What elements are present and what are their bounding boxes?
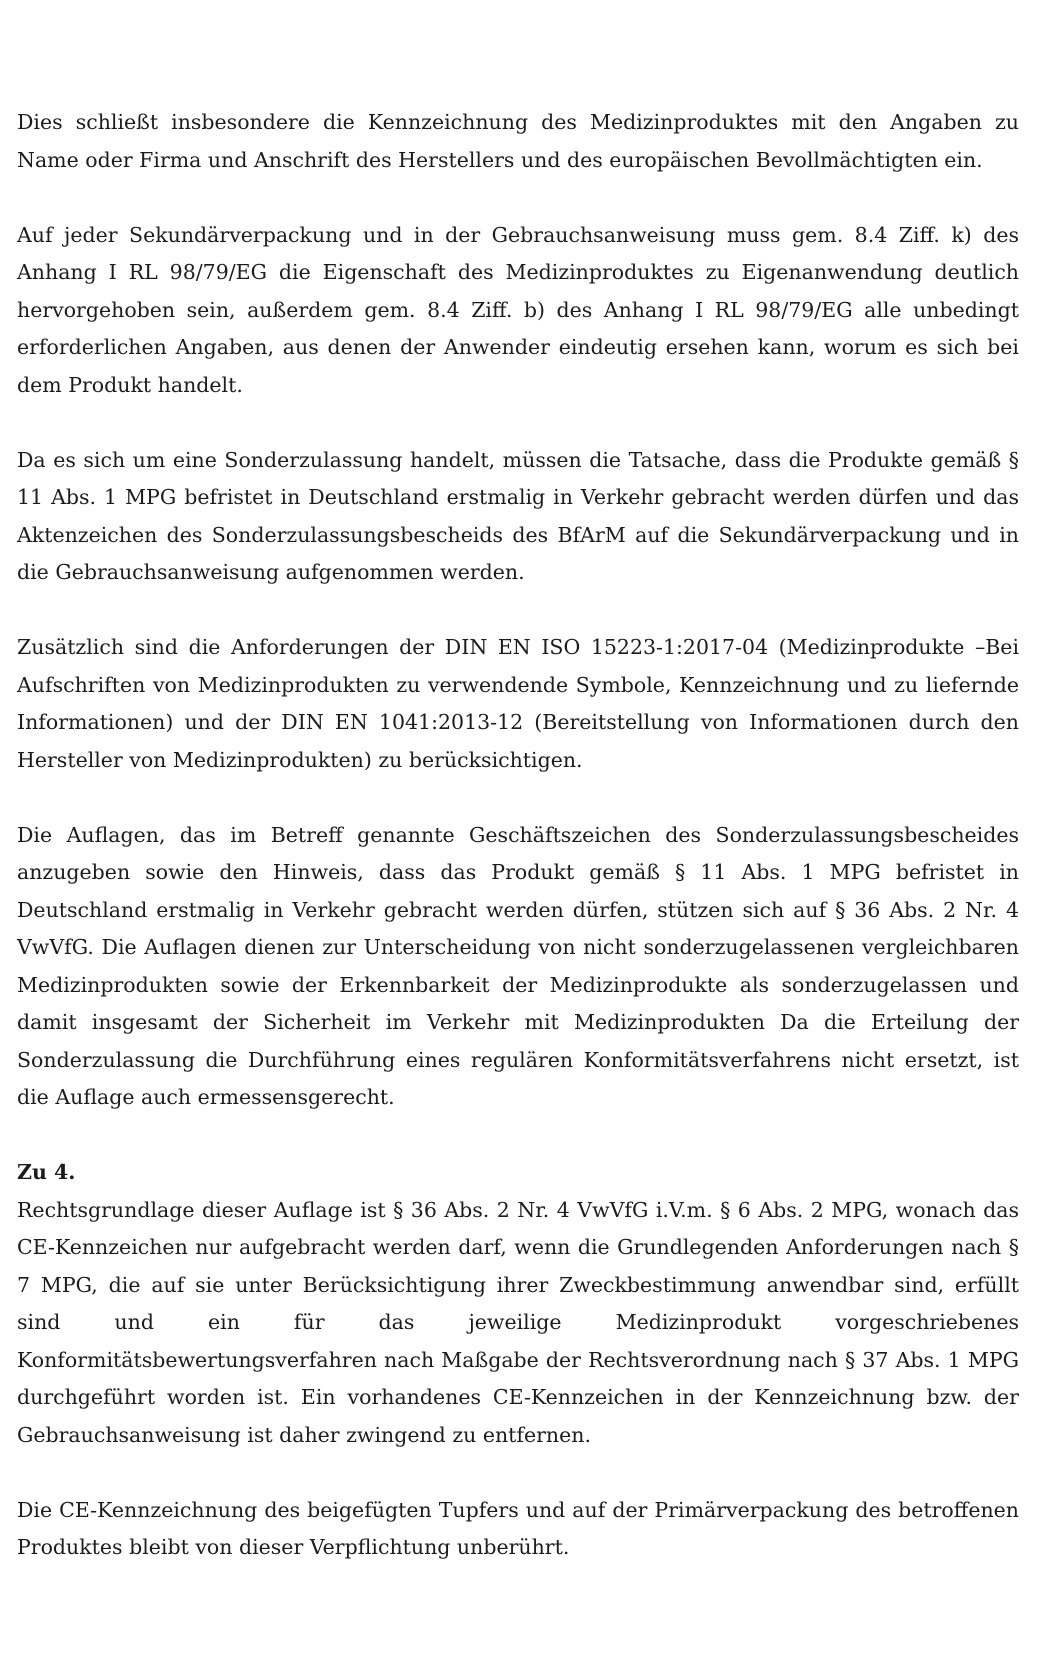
paragraph-din-normen: Zusätzlich sind die Anforderungen der DIN EN ISO 15223-1:2017-04 (Medizinprodukte –Bei Aufschriften von Medizinprodukten zu verwendende Symbole, Kennzeichnung und zu liefernde Informationen) und der DIN EN 1041:2013-12 (Bereitstellung von Informationen durch den Hersteller von Medizinprodukten) zu berücksichtigen. — [17, 635, 1019, 772]
paragraph-kennzeichnung: Dies schließt insbesondere die Kennzeichnung des Medizinproduktes mit den Angaben zu Name oder Firma und Anschrift des Herstellers und des europäischen Bevollmächtigten ein. — [17, 110, 1019, 172]
paragraph-ce-kennzeichnung: Die CE-Kennzeichnung des beigefügten Tupfers und auf der Primärverpackung des betroffenen Produktes bleibt von dieser Verpflichtung unberührt. — [17, 1497, 1019, 1559]
section-heading-zu-4: Zu 4. — [17, 1160, 76, 1184]
paragraph-sekundaerverpackung: Auf jeder Sekundärverpackung und in der Gebrauchsanweisung muss gem. 8.4 Ziff. k) des Anhang I RL 98/79/EG die Eigenschaft des Medizinproduktes zu Eigenanwendung deutlich hervorgehoben sein, außerdem gem. 8.4 Ziff. b) des Anhang I RL 98/79/EG alle unbedingt erforderlichen Angaben, aus denen der Anwender eindeutig ersehen kann, worum es sich bei dem Produkt handelt. — [17, 222, 1019, 397]
paragraph-rechtsgrundlage: Rechtsgrundlage dieser Auflage ist § 36 Abs. 2 Nr. 4 VwVfG i.V.m. § 6 Abs. 2 MPG, wonach das CE-Kennzeichen nur aufgebracht werden darf, wenn die Grundlegenden Anforderungen nach § 7 MPG, die auf sie unter Berücksichtigung ihrer Zweckbestimmung anwendbar sind, erfüllt sind und ein für das jeweilige Medizinprodukt vorgeschriebenes Konformitätsbewertungsverfahren nach Maßgabe der Rechtsverordnung nach § 37 Abs. 1 MPG durchgeführt worden ist. Ein vorhandenes CE-Kennzeichen in der Kennzeichnung bzw. der Gebrauchsanweisung ist daher zwingend zu entfernen. — [17, 1197, 1019, 1447]
paragraph-sonderzulassung: Da es sich um eine Sonderzulassung handelt, müssen die Tatsache, dass die Produkte gemäß § 11 Abs. 1 MPG befristet in Deutschland erstmalig in Verkehr gebracht werden dürfen und das Aktenzeichen des Sonderzulassungsbescheids des BfArM auf die Sekundärverpackung und in die Gebrauchsanweisung aufgenommen werden. — [17, 447, 1019, 584]
paragraph-auflagen: Die Auflagen, das im Betreff genannte Geschäftszeichen des Sonderzulassungsbescheides anzugeben sowie den Hinweis, dass das Produkt gemäß § 11 Abs. 1 MPG befristet in Deutschland erstmalig in Verkehr gebracht werden dürfen, stützen sich auf § 36 Abs. 2 Nr. 4 VwVfG. Die Auflagen dienen zur Unterscheidung von nicht sonderzugelassenen vergleichbaren Medizinprodukten sowie der Erkennbarkeit der Medizinprodukte als sonderzugelassen und damit insgesamt der Sicherheit im Verkehr mit Medizinprodukten Da die Erteilung der Sonderzulassung die Durchführung eines regulären Konformitätsverfahrens nicht ersetzt, ist die Auflage auch ermessensgerecht. — [17, 822, 1019, 1109]
document-page — [17, 104, 1019, 1604]
